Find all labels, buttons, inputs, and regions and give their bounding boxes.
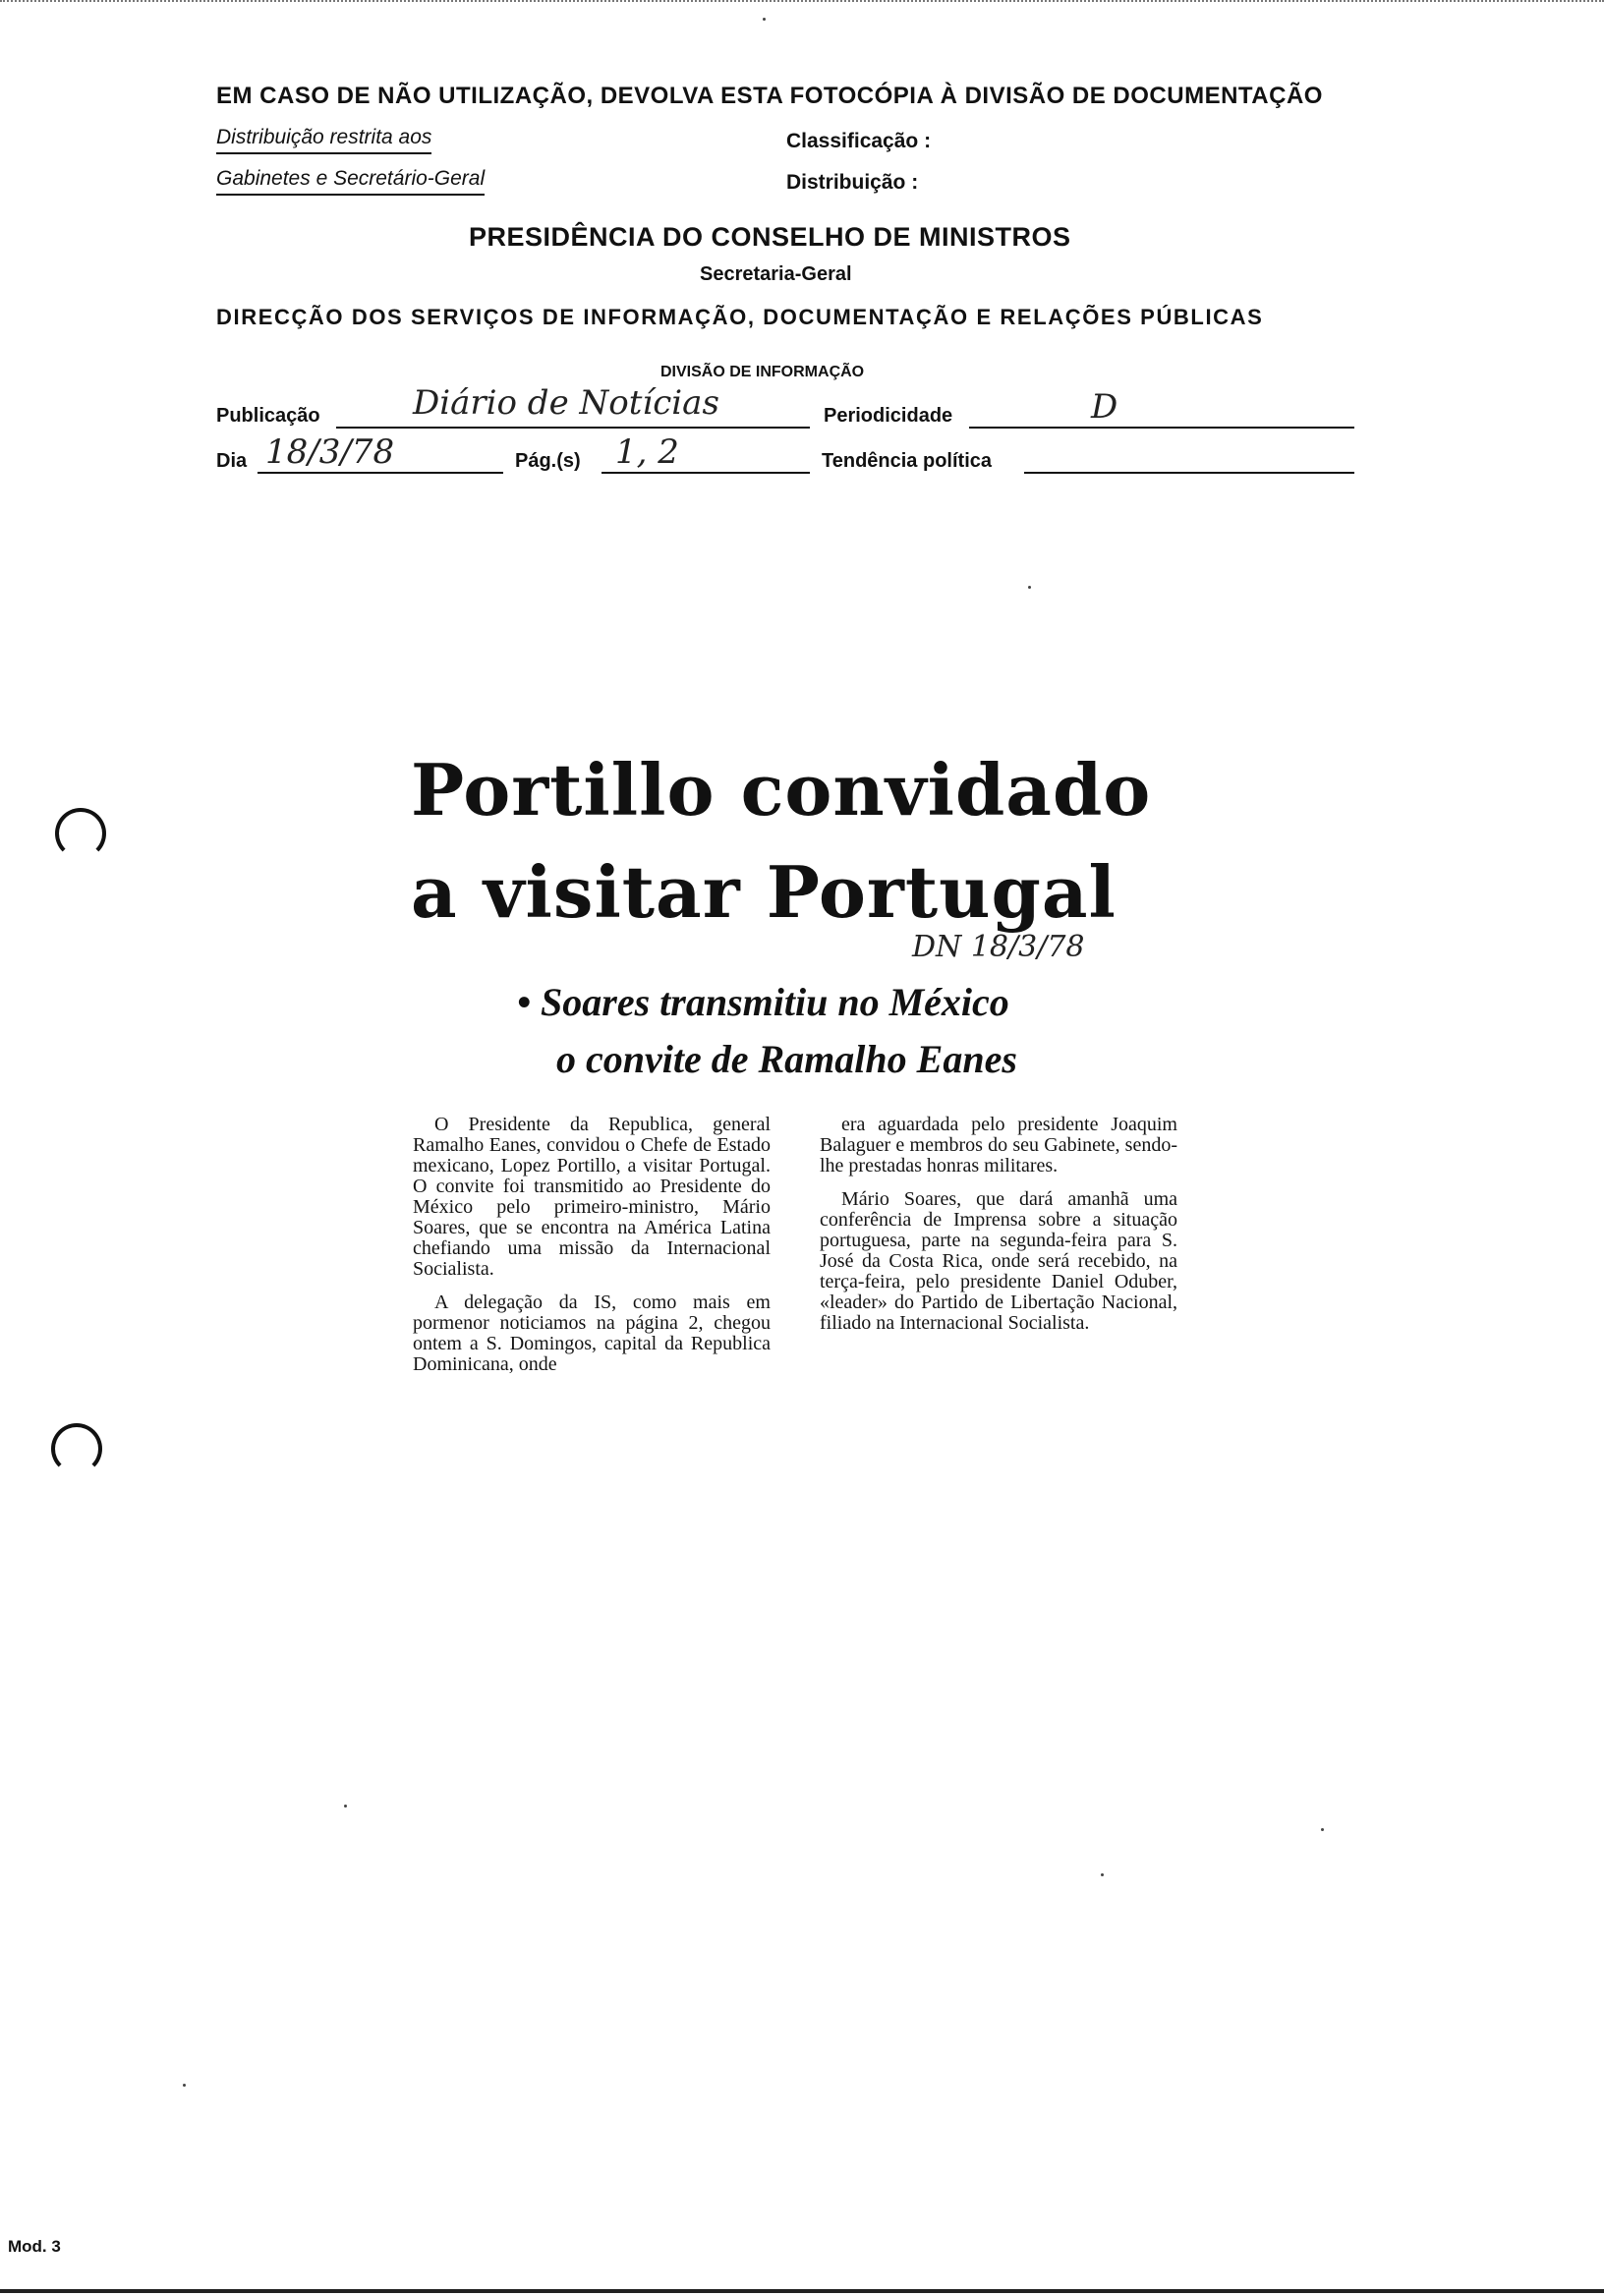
pags-label: Pág.(s) (515, 450, 581, 472)
handwritten-source-note: DN 18/3/78 (912, 930, 1085, 964)
article-column-2 (820, 1115, 1177, 1347)
article-col1-paragraph-1: O Presidente da Republica, general Ramalho Eanes, convidou o Chefe de Estado mexicano, Lopez Portillo, a visitar Portugal. O convite foi transmitido ao Presidente do México pelo primeiro-ministro, Mário Soares, que se encontra na América Latina chefiando uma missão da Internacional Socialista. (413, 1114, 771, 1280)
periodicidade-handwritten-value: D (1091, 387, 1118, 427)
tendencia-field-line (1024, 470, 1354, 474)
secretariat-subtitle: Secretaria-Geral (700, 263, 852, 285)
article-headline-line1: Portillo convidado (411, 748, 1152, 832)
return-notice: EM CASO DE NÃO UTILIZAÇÃO, DEVOLVA ESTA FOTOCÓPIA À DIVISÃO DE DOCUMENTAÇÃO (216, 83, 1323, 109)
article-col1-paragraph-2: A delegação da IS, como mais em pormenor noticiamos na página 2, chegou ontem a S. Domingos, capital da Republica Dominicana, onde (413, 1292, 771, 1375)
scan-speck (183, 2084, 186, 2087)
dia-handwritten-value: 18/3/78 (265, 432, 395, 472)
article-col2-paragraph-1: era aguardada pelo presidente Joaquim Balaguer e membros do seu Gabinete, sendo-lhe prestadas honras militares. (820, 1114, 1177, 1177)
classificacao-label: Classificação : (786, 130, 932, 152)
dia-label: Dia (216, 450, 248, 472)
top-edge-dotted-line (0, 0, 1604, 6)
scan-speck (344, 1805, 347, 1808)
article-subhead-line2: o convite de Ramalho Eanes (556, 1037, 1017, 1081)
publicacao-handwritten-value: Diário de Notícias (413, 383, 719, 423)
scan-speck (1101, 1873, 1104, 1876)
publicacao-label: Publicação (216, 405, 320, 427)
periodicidade-label: Periodicidade (824, 405, 953, 427)
punch-hole-bottom (51, 1423, 102, 1474)
periodicidade-field-line (969, 425, 1354, 429)
bottom-edge-line (0, 2289, 1604, 2293)
distribution-restricted-line1: Distribuição restrita aos (216, 126, 431, 154)
model-number: Mod. 3 (8, 2237, 61, 2256)
tendencia-label: Tendência política (822, 450, 992, 472)
article-headline-line2: a visitar Portugal (411, 850, 1117, 934)
distribuicao-label: Distribuição : (786, 171, 919, 194)
punch-hole-top (55, 808, 106, 859)
publicacao-field-line (336, 425, 810, 429)
scan-speck (1321, 1828, 1324, 1831)
division-title: DIVISÃO DE INFORMAÇÃO (660, 364, 865, 380)
pags-handwritten-value: 1, 2 (615, 432, 679, 472)
scan-speck (763, 18, 766, 21)
article-column-1 (413, 1115, 771, 1388)
directorate-title: DIRECÇÃO DOS SERVIÇOS DE INFORMAÇÃO, DOCUMENTAÇÃO E RELAÇÕES PÚBLICAS (216, 305, 1264, 329)
distribution-restricted-line2: Gabinetes e Secretário-Geral (216, 167, 485, 196)
presidency-title: PRESIDÊNCIA DO CONSELHO DE MINISTROS (469, 222, 1071, 252)
article-col2-paragraph-2: Mário Soares, que dará amanhã uma conferência de Imprensa sobre a situação portuguesa, parte na segunda-feira para S. José da Costa Rica, onde será recebido, na terça-feira, pelo presidente Daniel Oduber, «leader» do Partido de Libertação Nacional, filiado na Internacional Socialista. (820, 1188, 1177, 1334)
scan-speck (1028, 586, 1031, 589)
article-subhead-line1: • Soares transmitiu no México (517, 980, 1009, 1024)
